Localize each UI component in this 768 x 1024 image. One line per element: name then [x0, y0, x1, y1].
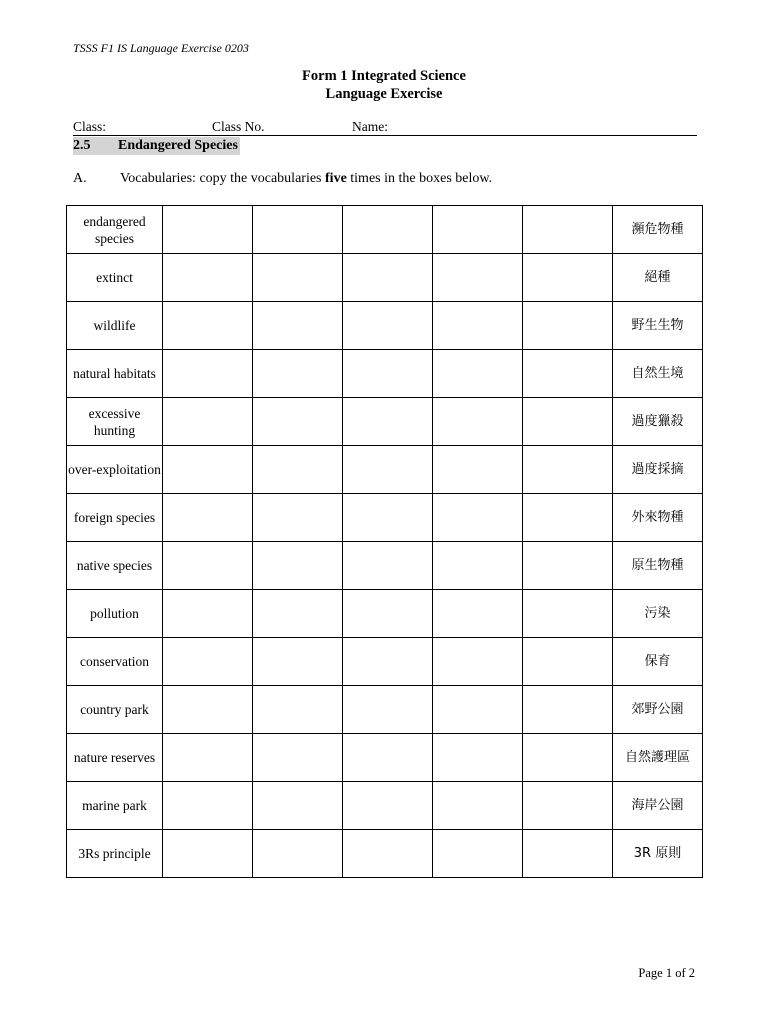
copy-box[interactable] [523, 254, 613, 302]
copy-box[interactable] [433, 542, 523, 590]
instruction-emphasis: five [325, 171, 347, 186]
vocab-row [67, 734, 703, 782]
vocab-english: nature reserves [67, 734, 163, 782]
copy-box[interactable] [523, 734, 613, 782]
copy-box[interactable] [163, 302, 253, 350]
name-label: Name: [352, 119, 388, 134]
copy-box[interactable] [163, 782, 253, 830]
vocab-row [67, 398, 703, 446]
student-info-row [73, 119, 697, 136]
section-title: Endangered Species [118, 138, 238, 153]
vocab-chinese: 野生生物 [613, 302, 703, 350]
copy-box[interactable] [343, 350, 433, 398]
page-number: Page 1 of 2 [638, 966, 695, 980]
copy-box[interactable] [343, 638, 433, 686]
copy-box[interactable] [523, 398, 613, 446]
copy-box[interactable] [433, 638, 523, 686]
copy-box[interactable] [253, 734, 343, 782]
copy-box[interactable] [433, 446, 523, 494]
vocab-english: wildlife [67, 302, 163, 350]
instruction-letter: A. [73, 171, 87, 186]
vocab-chinese: 3R 原則 [613, 830, 703, 878]
copy-box[interactable] [343, 830, 433, 878]
vocab-chinese: 絕種 [613, 254, 703, 302]
copy-box[interactable] [523, 542, 613, 590]
copy-box[interactable] [523, 830, 613, 878]
vocab-english: 3Rs principle [67, 830, 163, 878]
vocab-chinese: 外來物種 [613, 494, 703, 542]
vocab-english: endangered species [67, 206, 163, 254]
class-no-label: Class No. [212, 119, 265, 134]
document-reference: TSSS F1 IS Language Exercise 0203 [73, 41, 249, 55]
vocab-row [67, 542, 703, 590]
copy-box[interactable] [343, 446, 433, 494]
vocab-english: natural habitats [67, 350, 163, 398]
vocab-english: conservation [67, 638, 163, 686]
copy-box[interactable] [253, 254, 343, 302]
section-heading [73, 137, 240, 155]
copy-box[interactable] [253, 686, 343, 734]
vocab-row [67, 302, 703, 350]
copy-box[interactable] [253, 638, 343, 686]
copy-box[interactable] [163, 206, 253, 254]
copy-box[interactable] [523, 686, 613, 734]
instruction-prefix: Vocabularies: copy the vocabularies [120, 171, 326, 186]
vocab-chinese: 自然護理區 [613, 734, 703, 782]
copy-box[interactable] [433, 590, 523, 638]
copy-box[interactable] [433, 734, 523, 782]
copy-box[interactable] [523, 494, 613, 542]
vocab-row [67, 590, 703, 638]
vocab-chinese: 過度獵殺 [613, 398, 703, 446]
vocab-row [67, 494, 703, 542]
copy-box[interactable] [433, 830, 523, 878]
vocab-english: extinct [67, 254, 163, 302]
copy-box[interactable] [163, 446, 253, 494]
vocab-chinese: 瀕危物種 [613, 206, 703, 254]
vocab-row [67, 830, 703, 878]
instruction-suffix: times in the boxes below. [346, 171, 493, 186]
copy-box[interactable] [523, 446, 613, 494]
copy-box[interactable] [253, 542, 343, 590]
vocab-row [67, 254, 703, 302]
copy-box[interactable] [433, 398, 523, 446]
copy-box[interactable] [163, 398, 253, 446]
copy-box[interactable] [163, 350, 253, 398]
copy-box[interactable] [253, 782, 343, 830]
copy-box[interactable] [253, 494, 343, 542]
copy-box[interactable] [253, 590, 343, 638]
vocab-chinese: 海岸公園 [613, 782, 703, 830]
vocab-chinese: 過度採摘 [613, 446, 703, 494]
copy-box[interactable] [163, 542, 253, 590]
copy-box[interactable] [523, 206, 613, 254]
copy-box[interactable] [163, 638, 253, 686]
vocab-english: country park [67, 686, 163, 734]
vocab-english: excessive hunting [67, 398, 163, 446]
copy-box[interactable] [343, 782, 433, 830]
copy-box[interactable] [433, 686, 523, 734]
vocab-row [67, 782, 703, 830]
copy-box[interactable] [253, 302, 343, 350]
copy-box[interactable] [343, 398, 433, 446]
copy-box[interactable] [253, 398, 343, 446]
copy-box[interactable] [163, 494, 253, 542]
vocab-chinese: 郊野公園 [613, 686, 703, 734]
copy-box[interactable] [523, 350, 613, 398]
copy-box[interactable] [343, 542, 433, 590]
vocab-row [67, 446, 703, 494]
copy-box[interactable] [433, 350, 523, 398]
copy-box[interactable] [343, 302, 433, 350]
vocab-english: pollution [67, 590, 163, 638]
copy-box[interactable] [253, 350, 343, 398]
copy-box[interactable] [253, 830, 343, 878]
copy-box[interactable] [253, 446, 343, 494]
copy-box[interactable] [343, 590, 433, 638]
page-title: Form 1 Integrated Science [302, 68, 466, 84]
page-subtitle: Language Exercise [325, 86, 443, 102]
vocab-english: native species [67, 542, 163, 590]
copy-box[interactable] [433, 206, 523, 254]
copy-box[interactable] [163, 686, 253, 734]
vocab-chinese: 自然生境 [613, 350, 703, 398]
copy-box[interactable] [433, 782, 523, 830]
vocab-row [67, 686, 703, 734]
vocab-row [67, 206, 703, 254]
instruction-text [73, 171, 673, 187]
copy-box[interactable] [523, 302, 613, 350]
copy-box[interactable] [343, 734, 433, 782]
copy-box[interactable] [253, 206, 343, 254]
copy-box[interactable] [343, 494, 433, 542]
vocab-english: foreign species [67, 494, 163, 542]
vocab-english: marine park [67, 782, 163, 830]
copy-box[interactable] [163, 254, 253, 302]
copy-box[interactable] [163, 830, 253, 878]
copy-box[interactable] [433, 254, 523, 302]
vocab-row [67, 638, 703, 686]
copy-box[interactable] [343, 254, 433, 302]
copy-box[interactable] [343, 686, 433, 734]
class-label: Class: [73, 119, 107, 134]
vocab-chinese: 保育 [613, 638, 703, 686]
copy-box[interactable] [433, 302, 523, 350]
copy-box[interactable] [523, 782, 613, 830]
copy-box[interactable] [523, 590, 613, 638]
vocab-english: over-exploitation [67, 446, 163, 494]
copy-box[interactable] [163, 590, 253, 638]
vocabulary-table [66, 205, 703, 878]
vocab-chinese: 污染 [613, 590, 703, 638]
vocab-chinese: 原生物種 [613, 542, 703, 590]
vocab-row [67, 350, 703, 398]
copy-box[interactable] [433, 494, 523, 542]
copy-box[interactable] [523, 638, 613, 686]
copy-box[interactable] [163, 734, 253, 782]
copy-box[interactable] [343, 206, 433, 254]
section-number: 2.5 [73, 138, 91, 153]
